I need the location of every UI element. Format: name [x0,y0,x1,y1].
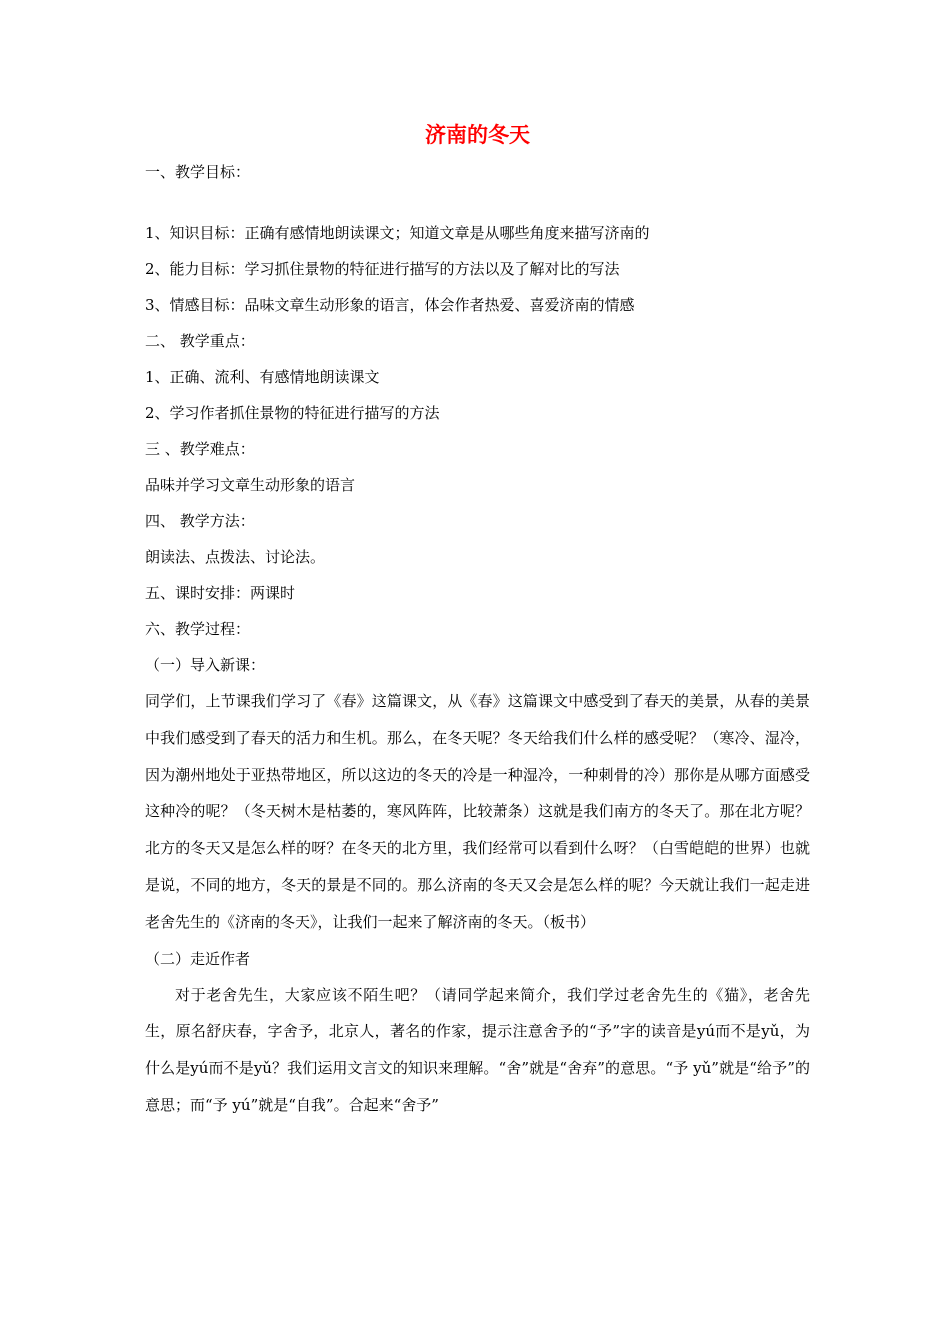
heading-process: 六、教学过程： [145,620,251,638]
heading-key-points: 二、 教学重点： [145,332,255,350]
key-point-1: 1、正确、流利、有感情地朗读课文 [145,368,380,386]
difficulty-text: 品味并学习文章生动形象的语言 [145,476,356,494]
goal-emotion: 3、情感目标：品味文章生动形象的语言，体会作者热爱、喜爱济南的情感 [145,296,635,314]
schedule-text: 五、课时安排：两课时 [145,584,296,602]
document-title: 济南的冬天 [425,122,530,147]
author-paragraph: 对于老舍先生，大家应该不陌生吧？（请同学起来简介，我们学过老舍先生的《猫》，老舍先生，原名舒庆春，字舍予，北京人，著名的作家，提示注意舍予的“予”字的读音是yú而不是yǔ，为什么是yú而不是yǔ？我们运用文言文的知识来理解。“舍”就是“舍弃”的意思。“予 yǔ”就是“给予”的意思；而“予 yú”就是“自我”。合起来“舍予” [145,985,810,1114]
document-page [145,120,810,1124]
heading-difficulty: 三 、教学难点： [145,440,255,458]
heading-methods: 四、 教学方法： [145,512,255,530]
heading-intro: （一）导入新课： [145,656,266,674]
heading-teaching-goals: 一、教学目标： [145,163,251,181]
goal-knowledge: 1、知识目标：正确有感情地朗读课文；知道文章是从哪些角度来描写济南的 [145,224,650,242]
heading-author: （二）走近作者 [145,949,251,968]
goal-ability: 2、能力目标：学习抓住景物的特征进行描写的方法以及了解对比的写法 [145,260,620,278]
intro-paragraph: 同学们，上节课我们学习了《春》这篇课文，从《春》这篇课文中感受到了春天的美景，从春的美景中我们感受到了春天的活力和生机。那么，在冬天呢？冬天给我们什么样的感受呢？（寒冷、湿冷，因为潮州地处于亚热带地区，所以这边的冬天的冷是一种湿冷，一种刺骨的冷）那你是从哪方面感受这种冷的呢？（冬天树木是枯萎的，寒风阵阵，比较萧条）这就是我们南方的冬天了。那在北方呢？北方的冬天又是怎么样的呀？在冬天的北方里，我们经常可以看到什么呀？（白雪皑皑的世界）也就是说，不同的地方，冬天的景是不同的。那么济南的冬天又会是怎么样的呢？今天就让我们一起走进老舍先生的《济南的冬天》，让我们一起来了解济南的冬天。（板书） [145,692,810,931]
methods-text: 朗读法、点拨法、讨论法。 [145,548,326,566]
blank-spacer [145,190,810,215]
key-point-2: 2、学习作者抓住景物的特征进行描写的方法 [145,404,440,422]
